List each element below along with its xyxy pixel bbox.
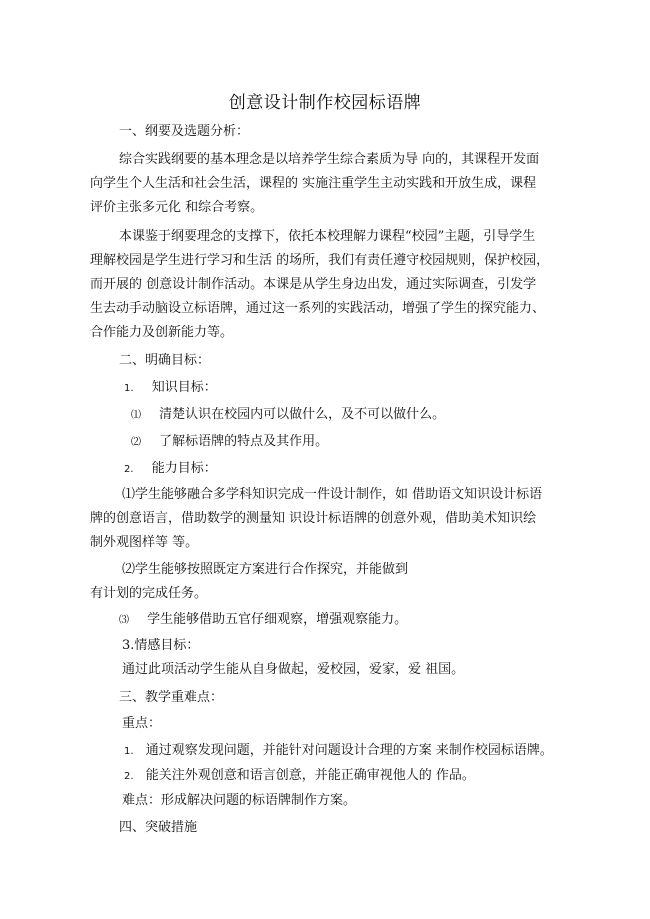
- key-points-label: 重点：: [122, 716, 162, 731]
- emotion-goal-label: 3.情感目标：: [122, 638, 200, 653]
- ability-item-1-line2: 牌的创意语言，借助数学的测量知 识设计标语牌的创意外观，借助美术知识绘: [90, 511, 537, 526]
- key-point-2-number: 2.: [124, 771, 134, 782]
- key-point-2-text: 能关注外观创意和语言创意，并能正确审视他人的 作品。: [145, 768, 475, 783]
- knowledge-item-2-number: ⑵: [131, 437, 141, 448]
- knowledge-item-2: [131, 434, 328, 451]
- knowledge-item-1-number: ⑴: [131, 410, 141, 421]
- section1-para1-line2: 向学生个人生活和社会生活，课程的 实施注重学生主动实践和开放生成，课程: [90, 176, 537, 191]
- section1-para1-line1: 综合实践纲要的基本理念是以培养学生综合素质为导 向的，其课程开发面: [119, 152, 540, 167]
- section2-heading: 二、明确目标：: [119, 353, 211, 368]
- knowledge-goal-number: 1.: [124, 383, 134, 394]
- difficulty-text: 难点：形成解决问题的标语牌制作方案。: [122, 793, 357, 808]
- section1-para2-line2: 理解校园是学生进行学习和生活 的场所，我们有责任遵守校园规则，保护校园，: [90, 253, 550, 268]
- key-point-1-number: 1.: [124, 746, 134, 757]
- ability-item-3: [119, 612, 407, 629]
- ability-item-2-line2: 有计划的完成任务。: [90, 586, 208, 601]
- knowledge-goal: [124, 380, 217, 397]
- knowledge-item-2-text: 了解标语牌的特点及其作用。: [159, 434, 329, 449]
- emotion-goal-text: 通过此项活动学生能从自身做起，爱校园，爱家，爱 祖国。: [122, 662, 465, 677]
- ability-item-1-line3: 制外观图样等 等。: [90, 535, 199, 550]
- section1-para2-line4: 生去动手动脑设立标语牌，通过这一系列的实践活动，增强了学生的探究能力、: [90, 301, 546, 316]
- knowledge-goal-label: 知识目标：: [151, 380, 217, 395]
- ability-item-2-line1: ⑵学生能够按照既定方案进行合作探究，并能做到: [122, 562, 409, 577]
- key-point-1: [124, 743, 553, 760]
- knowledge-item-1-text: 清楚认识在校园内可以做什么，及不可以做什么。: [159, 407, 446, 422]
- section1-para2-line5: 合作能力及创新能力等。: [90, 325, 234, 340]
- ability-item-3-number: ⑶: [119, 615, 129, 626]
- section1-para2-line3: 而开展的 创意设计制作活动。本课是从学生身边出发，通过实际调查，引发学: [90, 277, 537, 292]
- ability-goal-number: 2.: [124, 464, 134, 475]
- key-point-1-text: 通过观察发现问题，并能针对问题设计合理的方案 来制作校园标语牌。: [145, 743, 553, 758]
- section1-para2-line1: 本课鉴于纲要理念的支撑下，依托本校理解力课程“校园”主题，引导学生: [119, 229, 536, 244]
- ability-item-1-line1: ⑴学生能够融合多学科知识完成一件设计制作，如 借助语文知识设计标语: [122, 487, 543, 502]
- ability-goal-label: 能力目标：: [151, 461, 217, 476]
- section1-heading: 一、纲要及选题分析：: [119, 124, 250, 139]
- ability-goal: [124, 461, 217, 478]
- key-point-2: [124, 768, 475, 785]
- section1-para1-line3: 评价主张多元化 和综合考察。: [90, 200, 264, 215]
- document-title: 创意设计制作校园标语牌: [228, 93, 422, 113]
- knowledge-item-1: [131, 407, 445, 424]
- section4-heading: 四、突破措施: [119, 820, 198, 835]
- section3-heading: 三、教学重难点：: [119, 690, 224, 705]
- ability-item-3-text: 学生能够借助五官仔细观察，增强观察能力。: [147, 612, 408, 627]
